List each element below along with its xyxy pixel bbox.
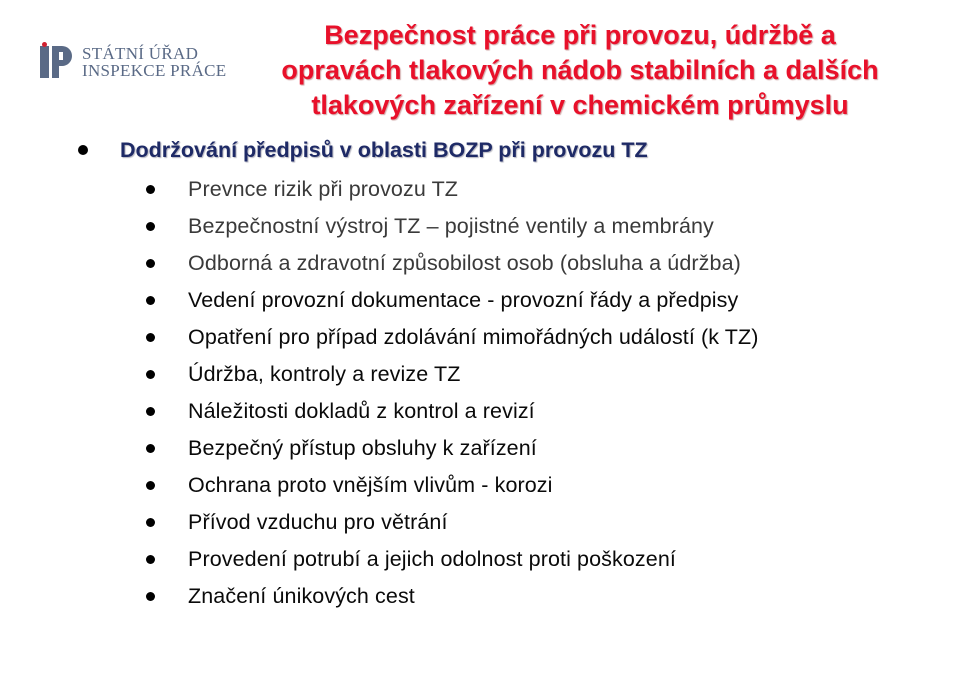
bullet-icon	[146, 222, 155, 231]
title-line-1: Bezpečnost práce při provozu, údržbě a	[324, 20, 836, 50]
bullet-icon	[146, 259, 155, 268]
list-item	[146, 356, 759, 393]
list-item	[146, 319, 759, 356]
bullet-icon	[146, 444, 155, 453]
bullet-icon	[146, 185, 155, 194]
main-bullet-label: Dodržování předpisů v oblasti BOZP při provozu TZ	[120, 138, 648, 162]
list-item	[146, 393, 759, 430]
list-item-label: Odborná a zdravotní způsobilost osob (obsluha a údržba)	[188, 251, 741, 275]
list-item	[146, 245, 759, 282]
list-item	[146, 208, 759, 245]
logo-line-2: INSPEKCE PRÁCE	[82, 61, 227, 80]
list-item-label: Bezpečnostní výstroj TZ – pojistné ventily a membrány	[188, 214, 714, 238]
bullet-icon	[146, 296, 155, 305]
list-item-label: Přívod vzduchu pro větrání	[188, 510, 448, 534]
main-bullet-item	[78, 138, 648, 163]
list-item-label: Provedení potrubí a jejich odolnost proti poškození	[188, 547, 676, 571]
list-item-label: Opatření pro případ zdolávání mimořádných událostí (k TZ)	[188, 325, 759, 349]
logo-line-1: STÁTNÍ ÚŘAD	[82, 44, 199, 63]
list-item	[146, 504, 759, 541]
slide-title	[215, 18, 945, 123]
list-item-label: Náležitosti dokladů z kontrol a revizí	[188, 399, 535, 423]
bullet-icon	[146, 481, 155, 490]
bullet-icon	[78, 145, 88, 155]
sub-bullet-list	[146, 171, 759, 615]
sujb-logo	[38, 42, 226, 82]
list-item-label: Značení únikových cest	[188, 584, 415, 608]
inspekce-logo-icon	[38, 42, 74, 82]
list-item-label: Bezpečný přístup obsluhy k zařízení	[188, 436, 537, 460]
bullet-icon	[146, 555, 155, 564]
title-line-2: opravách tlakových nádob stabilních a dalších	[281, 55, 879, 85]
list-item-label: Ochrana proto vnějším vlivům - korozi	[188, 473, 553, 497]
bullet-icon	[146, 407, 155, 416]
list-item-label: Vedení provozní dokumentace - provozní řády a předpisy	[188, 288, 739, 312]
bullet-icon	[146, 333, 155, 342]
list-item	[146, 430, 759, 467]
list-item	[146, 467, 759, 504]
title-line-3: tlakových zařízení v chemickém průmyslu	[311, 90, 849, 120]
list-item	[146, 578, 759, 615]
list-item	[146, 541, 759, 578]
list-item	[146, 282, 759, 319]
list-item-label: Údržba, kontroly a revize TZ	[188, 362, 461, 386]
list-item-label: Prevnce rizik při provozu TZ	[188, 177, 459, 201]
bullet-icon	[146, 370, 155, 379]
bullet-icon	[146, 592, 155, 601]
bullet-icon	[146, 518, 155, 527]
list-item	[146, 171, 759, 208]
